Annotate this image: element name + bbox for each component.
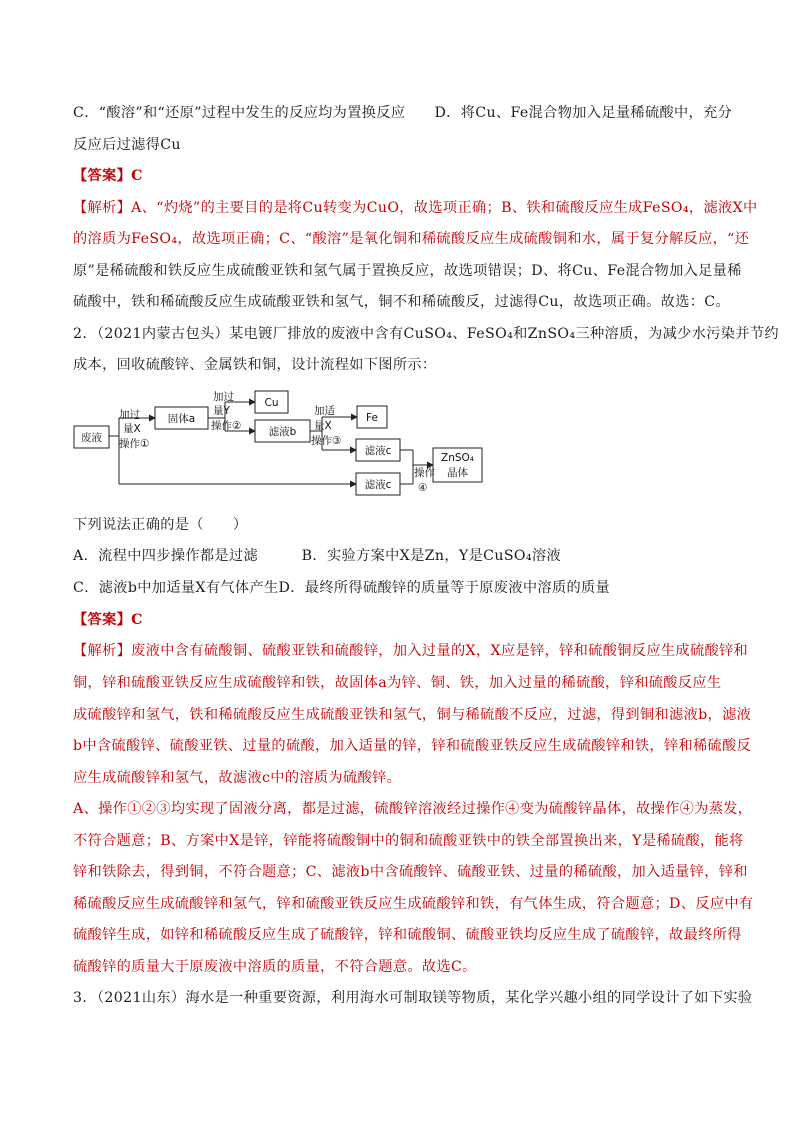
- svg-text:操作①: 操作①: [119, 438, 150, 450]
- analysis-line: b中含硫酸锌、硫酸亚铁、过量的硫酸，加入适量的锌，锌和硫酸亚铁反应生成硫酸锌和铁，锌和稀硫酸反: [73, 738, 752, 754]
- analysis-line: 的溶质为FeSO₄，故选项正确；C、“酸溶”是氧化铜和稀硫酸反应生成硫酸铜和水，属于复分解反应，“还: [73, 231, 750, 247]
- svg-text:固体a: 固体a: [167, 413, 196, 425]
- analysis-line: A、操作①②③均实现了固液分离，都是过滤，硫酸锌溶液经过操作④变为硫酸锌晶体，故操作④为蒸发，: [73, 801, 753, 817]
- text-line: 反应后过滤得Cu: [73, 137, 181, 153]
- label-operation-1: [119, 408, 149, 450]
- analysis-line: [73, 641, 748, 661]
- analysis-line: 锌和铁除去，得到铜，不符合题意；C、滤液b中含硫酸锌、硫酸亚铁、过量的稀硫酸，加入适量锌，锌和: [73, 864, 748, 880]
- svg-text:操作③: 操作③: [311, 435, 342, 447]
- box-cu: [255, 391, 288, 413]
- svg-text:滤液c: 滤液c: [364, 445, 392, 457]
- text-line: 3．（2021山东）海水是一种重要资源，利用海水可制取镁等物质，某化学兴趣小组的同学设计了如下实验: [73, 990, 753, 1006]
- svg-text:量X: 量X: [314, 420, 332, 432]
- svg-text:加过: 加过: [213, 391, 234, 403]
- answer-text: 【答案】C: [73, 612, 143, 628]
- svg-text:加过: 加过: [119, 409, 140, 421]
- svg-text:操作: 操作: [414, 467, 435, 479]
- analysis-line: 铜，锌和硫酸亚铁反应生成硫酸锌和铁，故固体a为锌、铜、铁，加入过量的稀硫酸，锌和硫酸反应生: [73, 675, 722, 691]
- svg-text:晶体: 晶体: [447, 467, 468, 479]
- analysis-line: [73, 198, 758, 218]
- text-line: 硫酸中，铁和稀硫酸反应生成硫酸亚铁和氢气，铜不和稀硫酸反，过滤得Cu，故选项正确。故选：C。: [73, 294, 731, 310]
- label-operation-3: [311, 404, 341, 447]
- process-flow-diagram: [73, 386, 493, 501]
- analysis-line: 不符合题意；B、方案中X是锌，锌能将硫酸铜中的铜和硫酸亚铁中的铁全部置换出来，Y是稀硫酸，能将: [73, 833, 744, 849]
- label-operation-2: [211, 390, 241, 432]
- box-fe: [357, 406, 387, 428]
- label-operation-4: [414, 466, 435, 494]
- box-filtrate-c-lower: [356, 473, 400, 495]
- box-znso4-crystal: [433, 448, 482, 482]
- analysis-text: 【解析】A、“灼烧”的主要目的是将Cu转变为CuO，故选项正确；B、铁和硫酸反应生成FeSO₄，滤液X中: [73, 200, 758, 216]
- svg-text:滤液b: 滤液b: [268, 426, 297, 438]
- svg-text:加适: 加适: [314, 405, 335, 417]
- svg-text:量X: 量X: [123, 423, 141, 435]
- text-line: 2．（2021内蒙古包头）某电镀厂排放的废液中含有CuSO₄、FeSO₄和ZnSO₄三种溶质，为减少水污染并节约: [73, 326, 779, 342]
- text-line: 下列说法正确的是（ ）: [73, 517, 248, 533]
- analysis-text: 【解析】废液中含有硫酸铜、硫酸亚铁和硫酸锌，加入过量的X，X应是锌，锌和硫酸铜反应生成硫酸锌和: [73, 643, 749, 659]
- box-solid-a: [155, 407, 208, 429]
- analysis-line: 成硫酸锌和氢气，铁和稀硫酸反应生成硫酸亚铁和氢气，铜与稀硫酸不反应，过滤，得到铜和滤液b，滤液: [73, 707, 752, 723]
- box-waste: [74, 426, 109, 448]
- text-line: 成本，回收硫酸锌、金属铁和铜，设计流程如下图所示：: [73, 357, 437, 373]
- box-filtrate-c-upper: [356, 439, 400, 461]
- analysis-line: 硫酸锌生成，如锌和稀硫酸反应生成了硫酸锌，锌和硫酸铜、硫酸亚铁均反应生成了硫酸锌，故最终所得: [73, 927, 742, 943]
- answer-line: [73, 610, 143, 630]
- svg-text:ZnSO₄: ZnSO₄: [441, 452, 474, 464]
- svg-text:Cu: Cu: [264, 397, 279, 409]
- analysis-line: 硫酸锌的质量大于原废液中溶质的质量，不符合题意。故选C。: [73, 959, 477, 975]
- svg-text:Fe: Fe: [366, 412, 378, 424]
- text-line: 原”是稀硫酸和铁反应生成硫酸亚铁和氢气属于置换反应，故选项错误；D、将Cu、Fe混合物加入足量稀: [73, 263, 742, 279]
- text-line: C．滤液b中加适量X有气体产生D．最终所得硫酸锌的质量等于原废液中溶质的质量: [73, 580, 611, 596]
- text-line: C．“酸溶”和“还原”过程中发生的反应均为置换反应 D．将Cu、Fe混合物加入足量稀硫酸中，充分: [73, 105, 733, 121]
- svg-text:操作②: 操作②: [211, 420, 242, 432]
- analysis-line: 应生成硫酸锌和氢气，故滤液c中的溶质为硫酸锌。: [73, 770, 402, 786]
- svg-text:④: ④: [418, 482, 428, 494]
- analysis-line: 稀硫酸反应生成硫酸锌和氢气，锌和硫酸亚铁反应生成硫酸锌和铁，有气体生成，符合题意；D、反应中有: [73, 896, 754, 912]
- answer-text: 【答案】C: [73, 168, 143, 184]
- text-line: A．流程中四步操作都是过滤 B．实验方案中X是Zn，Y是CuSO₄溶液: [73, 548, 561, 564]
- box-filtrate-b: [255, 420, 310, 442]
- answer-line: [73, 166, 143, 186]
- svg-text:滤液c: 滤液c: [364, 479, 392, 491]
- svg-text:量Y: 量Y: [213, 405, 230, 417]
- svg-text:废液: 废液: [81, 432, 102, 444]
